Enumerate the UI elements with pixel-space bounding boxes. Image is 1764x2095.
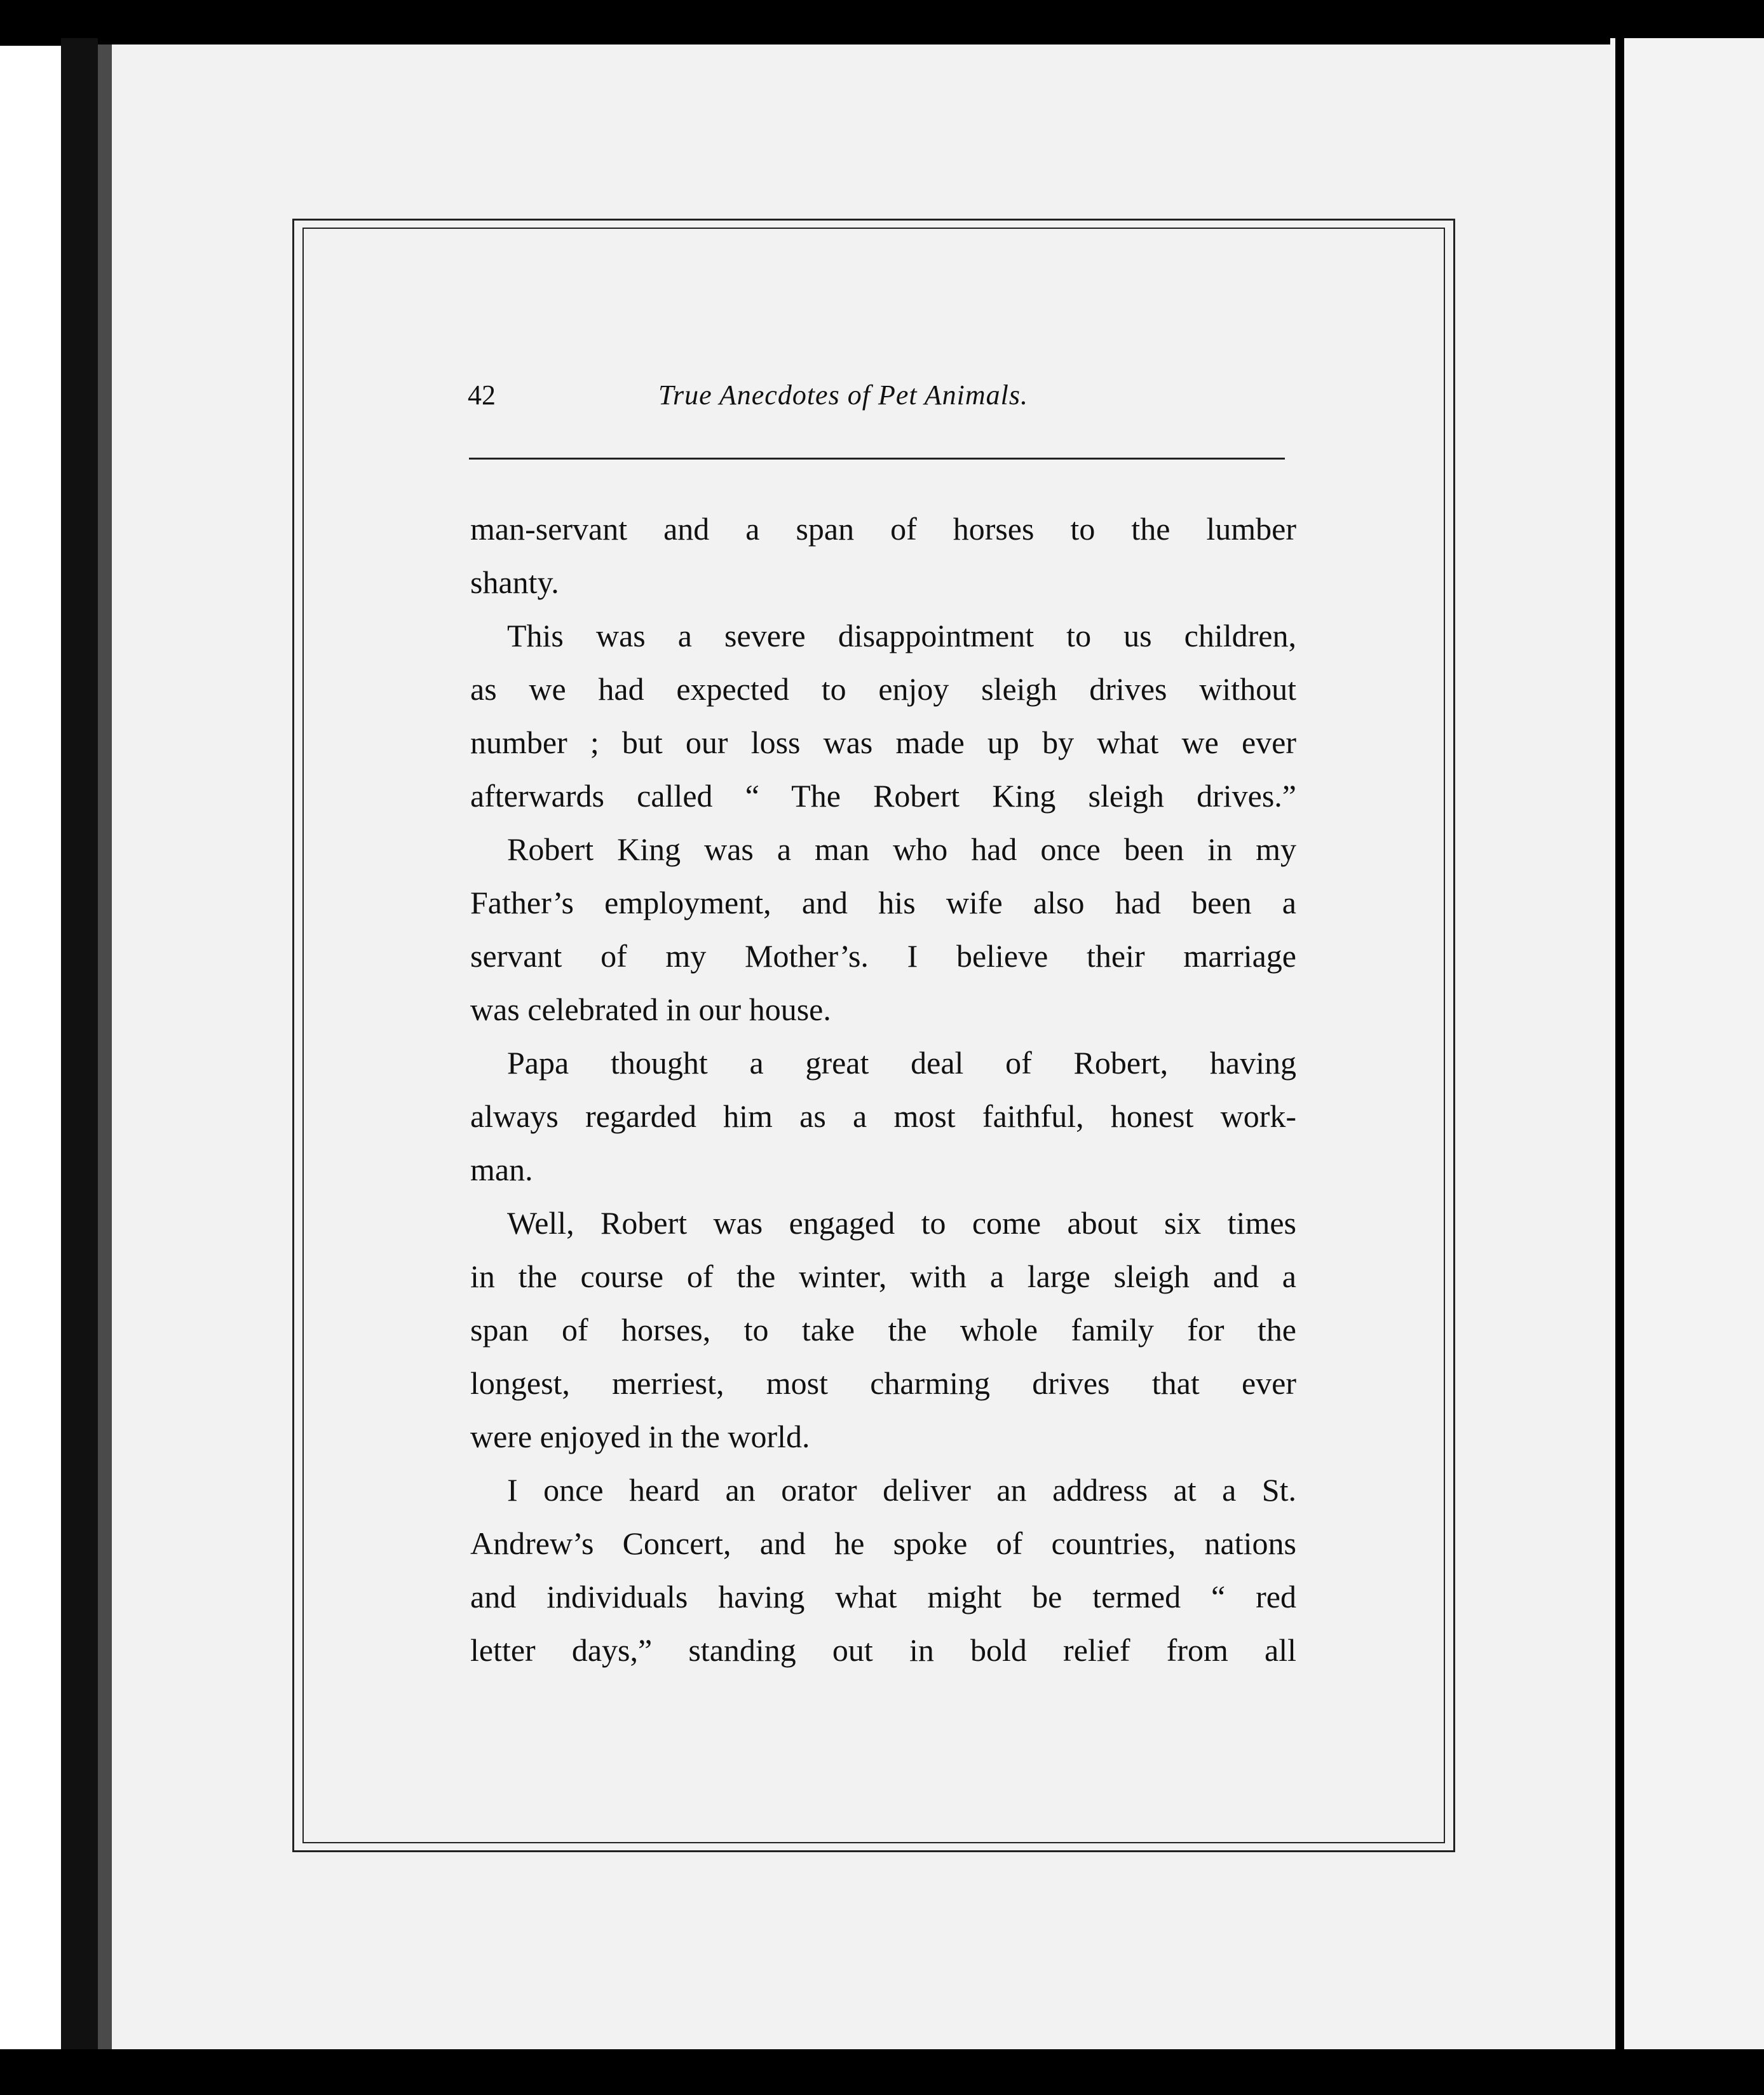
text-line: Father’s employment, and his wife also had been a (470, 885, 1296, 920)
text-line: as we had expected to enjoy sleigh drives without (470, 671, 1296, 707)
text-line: This was a severe disappointment to us children, (507, 618, 1296, 653)
text-line: Robert King was a man who had once been in my (507, 831, 1296, 867)
text-line: span of horses, to take the whole family for the (470, 1312, 1296, 1348)
text-line: servant of my Mother’s. I believe their marriage (470, 938, 1296, 974)
running-title: True Anecdotes of Pet Animals. (658, 379, 1028, 411)
text-line: number ; but our loss was made up by what we ever (470, 725, 1296, 760)
body-text (470, 502, 1296, 1677)
text-line: and individuals having what might be termed “ red (470, 1579, 1296, 1614)
text-line: man. (470, 1152, 533, 1187)
text-line: always regarded him as a most faithful, honest work- (470, 1098, 1296, 1134)
page-number: 42 (468, 379, 496, 411)
header-rule (469, 458, 1285, 460)
text-line: was celebrated in our house. (470, 992, 831, 1027)
text-line: in the course of the winter, with a large sleigh and a (470, 1259, 1296, 1294)
text-line: shanty. (470, 564, 559, 600)
facing-page-edge (1610, 38, 1764, 2059)
text-line: Papa thought a great deal of Robert, having (507, 1045, 1296, 1081)
text-line: I once heard an orator deliver an address at a St. (507, 1472, 1296, 1508)
scan-bottom-border (0, 2049, 1764, 2095)
gutter-line (1615, 38, 1624, 2059)
text-line: Well, Robert was engaged to come about six times (507, 1205, 1296, 1241)
text-line: afterwards called “ The Robert King sleigh drives.” (470, 778, 1296, 814)
text-line: man-servant and a span of horses to the lumber (470, 511, 1296, 547)
text-line: longest, merriest, most charming drives that ever (470, 1365, 1296, 1401)
text-line: letter days,” standing out in bold relief from all (470, 1632, 1296, 1668)
scan-top-border (0, 0, 1764, 46)
running-head (468, 379, 1287, 417)
book-spine (61, 38, 98, 2072)
text-line: Andrew’s Concert, and he spoke of countries, nations (470, 1525, 1296, 1561)
page-stack-edge (98, 44, 112, 2066)
text-line: were enjoyed in the world. (470, 1419, 810, 1454)
